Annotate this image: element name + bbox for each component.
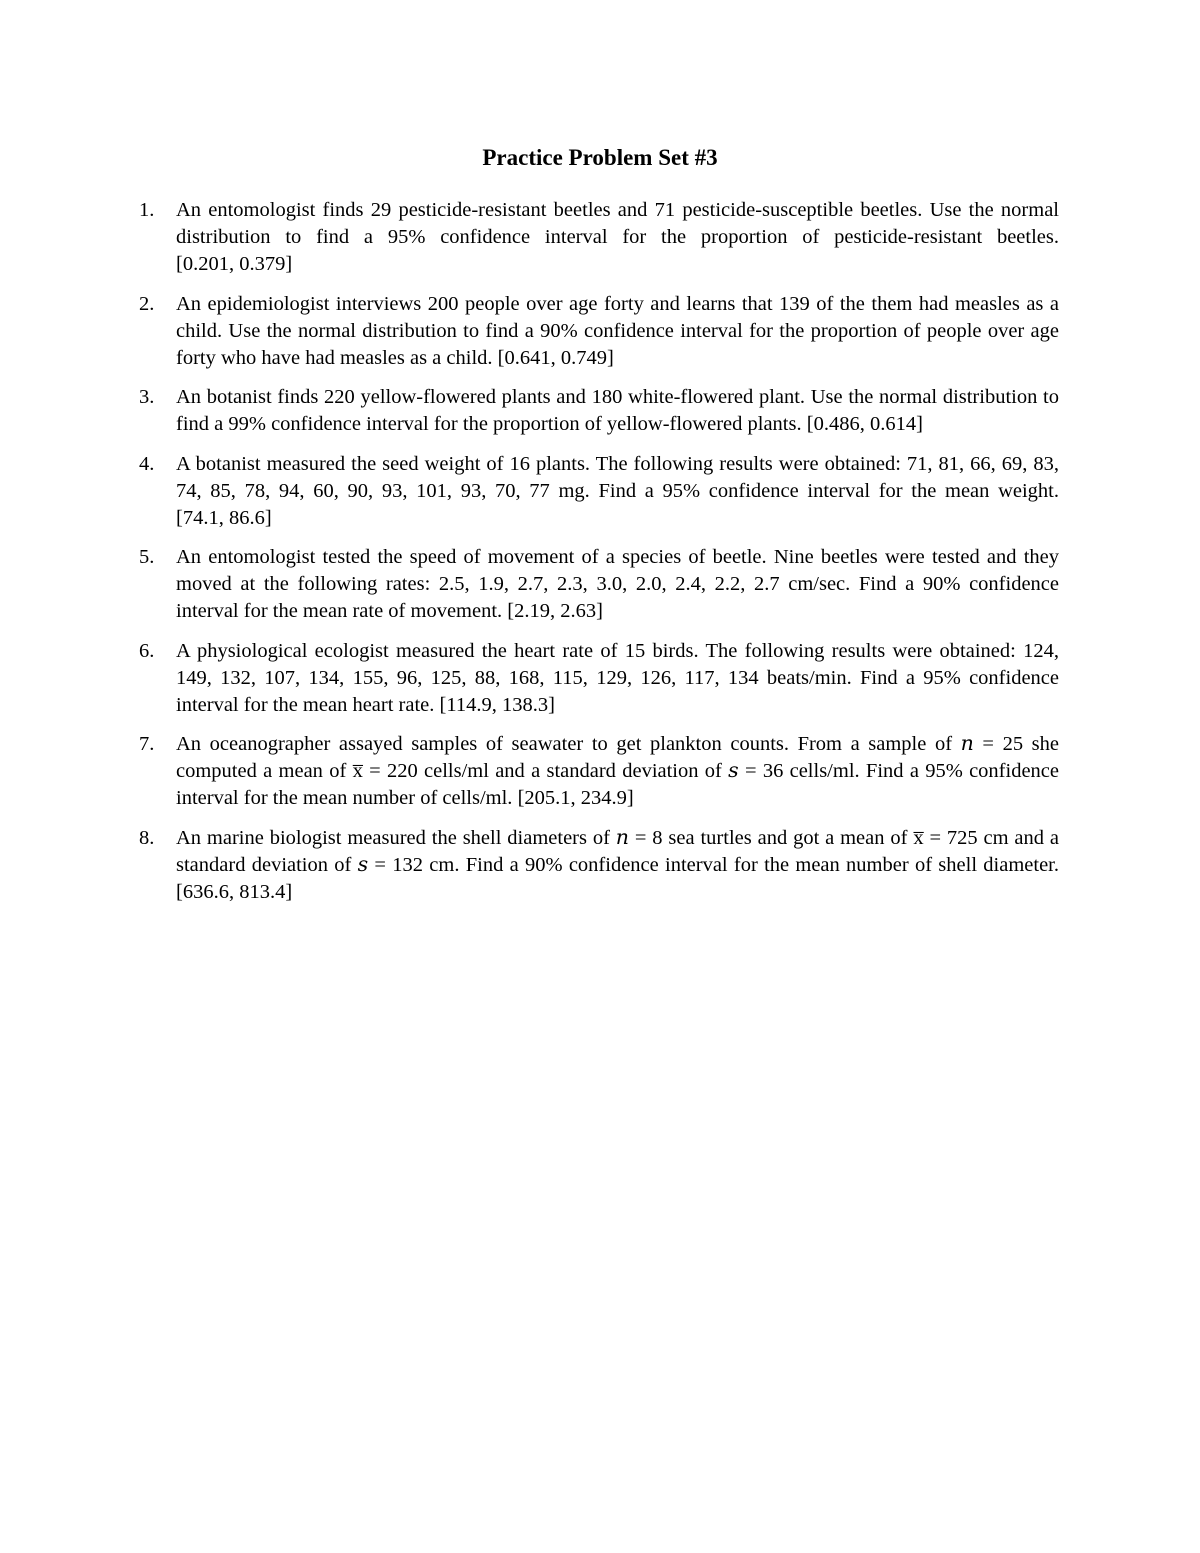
problem-answer: [636.6, 813.4] bbox=[176, 880, 293, 903]
problem-number: 1. bbox=[139, 199, 155, 221]
problem-number: 5. bbox=[139, 546, 155, 568]
problem-answer: [74.1, 86.6] bbox=[176, 506, 272, 529]
problem-answer: [0.641, 0.749] bbox=[497, 346, 614, 369]
problem-text bbox=[176, 384, 1059, 438]
problem-item-7 bbox=[139, 731, 1059, 812]
problem-text bbox=[176, 197, 1059, 278]
problem-statement: An marine biologist measured the shell diameters of 𝑛 = 8 sea turtles and got a mean of x̅ = 725 cm and a standard deviation of 𝑠 = 132 cm. Find a 90% confidence interval for the mean number of shell diameter. bbox=[176, 826, 1059, 876]
problem-text bbox=[176, 291, 1059, 372]
problem-number: 4. bbox=[139, 452, 155, 475]
problem-number: 2. bbox=[139, 292, 155, 315]
problem-text bbox=[176, 731, 1059, 812]
problem-answer: [2.19, 2.63] bbox=[507, 600, 603, 622]
problem-statement: An entomologist finds 29 pesticide-resistant beetles and 71 pesticide-susceptible beetles. Use the normal distribution to find a 95% confidence interval for the proportion of pesticide-resistant beetles. bbox=[176, 199, 1059, 248]
problem-number: 3. bbox=[139, 386, 155, 408]
problem-statement: A physiological ecologist measured the heart rate of 15 birds. The following results were obtained: 124, 149, 132, 107, 134, 155, 96, 125, 88, 168, 115, 129, 126, 117, 134 beats/min. Find a 95% confidence interval for the mean heart rate. bbox=[176, 639, 1059, 716]
problem-statement: An entomologist tested the speed of movement of a species of beetle. Nine beetles were tested and they moved at the following rates: 2.5, 1.9, 2.7, 2.3, 3.0, 2.0, 2.4, 2.2, 2.7 cm/sec. Find a 90% confidence interval for the mean rate of movement. bbox=[176, 546, 1059, 622]
problem-answer: [0.486, 0.614] bbox=[806, 413, 923, 435]
problem-answer: [205.1, 234.9] bbox=[517, 787, 634, 809]
problem-statement: An epidemiologist interviews 200 people over age forty and learns that 139 of the them had measles as a child. Use the normal distribution to find a 90% confidence interval for the proportion of people over age forty who have had measles as a child. bbox=[176, 292, 1059, 369]
problem-text bbox=[176, 451, 1059, 532]
problem-item-3 bbox=[139, 384, 1059, 438]
page-title: Practice Problem Set #3 bbox=[482, 145, 718, 170]
problem-answer: [114.9, 138.3] bbox=[439, 693, 555, 716]
problem-list bbox=[139, 197, 1059, 918]
problem-answer: [0.201, 0.379] bbox=[176, 253, 293, 275]
problem-item-6 bbox=[139, 638, 1059, 719]
problem-item-4 bbox=[139, 451, 1059, 532]
problem-item-8 bbox=[139, 825, 1059, 906]
problem-statement: An botanist finds 220 yellow-flowered plants and 180 white-flowered plant. Use the normal distribution to find a 99% confidence interval for the proportion of yellow-flowered plants. bbox=[176, 386, 1059, 435]
problem-text bbox=[176, 638, 1059, 719]
problem-number: 6. bbox=[139, 639, 155, 662]
problem-text bbox=[176, 544, 1059, 625]
problem-item-1 bbox=[139, 197, 1059, 278]
problem-item-2 bbox=[139, 291, 1059, 372]
problem-item-5 bbox=[139, 544, 1059, 625]
problem-statement: A botanist measured the seed weight of 16 plants. The following results were obtained: 71, 81, 66, 69, 83, 74, 85, 78, 94, 60, 90, 93, 101, 93, 70, 77 mg. Find a 95% confidence interval for the mean weight. bbox=[176, 452, 1059, 502]
problem-text bbox=[176, 825, 1059, 906]
problem-number: 7. bbox=[139, 733, 155, 755]
problem-statement: An oceanographer assayed samples of seawater to get plankton counts. From a sample of 𝑛 = 25 she computed a mean of x̅ = 220 cells/ml and a standard deviation of 𝑠 = 36 cells/ml. Find a 95% confidence interval for the mean number of cells/ml. bbox=[176, 733, 1059, 809]
problem-number: 8. bbox=[139, 826, 155, 849]
